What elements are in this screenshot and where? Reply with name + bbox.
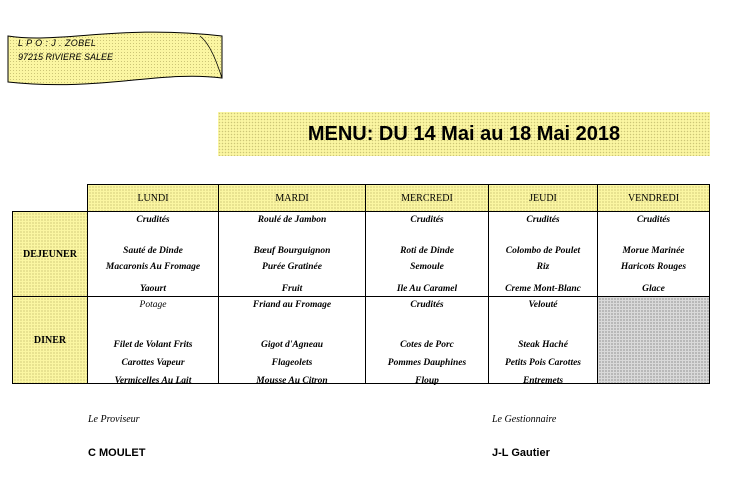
dessert: Ile Au Caramel [396, 284, 458, 294]
main-dish: Cotes de Porc [400, 340, 454, 350]
side-dish: Riz [536, 262, 550, 272]
day-header-wednesday: MERCREDI [366, 185, 489, 212]
menu-cell [598, 212, 710, 297]
menu-cell [366, 297, 489, 384]
day-header-thursday: JEUDI [489, 185, 598, 212]
meal-label-lunch: DEJEUNER [13, 212, 88, 297]
signature-role-manager: Le Gestionnaire [492, 414, 557, 425]
signature-name-manager: J-L Gautier [492, 447, 550, 459]
main-dish: Sauté de Dinde [123, 246, 183, 256]
dessert: Vermicelles Au Lait [114, 376, 192, 386]
day-header-row [13, 185, 710, 212]
side-dish: Flageolets [271, 358, 313, 368]
dessert: Floup [415, 376, 439, 386]
starter: Crudités [636, 215, 671, 225]
starter: Crudités [410, 300, 444, 310]
main-dish: Roti de Dinde [400, 246, 454, 256]
main-dish: Filet de Volant Frits [113, 340, 193, 350]
meal-label-dinner: DINER [13, 297, 88, 384]
menu-cell [219, 212, 366, 297]
table-corner [13, 185, 88, 212]
side-dish: Macaronis Au Fromage [105, 262, 201, 272]
side-dish: Semoule [410, 262, 444, 272]
dessert: Yaourt [139, 284, 167, 294]
title-box [218, 112, 710, 156]
lunch-row [13, 212, 710, 297]
day-header-monday: LUNDI [88, 185, 219, 212]
starter: Crudités [410, 215, 444, 225]
school-name: L P O : J . ZOBEL [18, 38, 97, 48]
menu-table [12, 184, 710, 384]
side-dish: Haricots Rouges [620, 262, 687, 272]
school-city: 97215 RIVIERE SALEE [18, 52, 114, 62]
menu-title: MENU: DU 14 Mai au 18 Mai 2018 [307, 122, 621, 145]
menu-cell [88, 212, 219, 297]
signature-name-principal: C MOULET [88, 447, 146, 459]
side-dish: Pommes Dauphines [387, 358, 467, 368]
menu-cell-empty [598, 297, 710, 384]
side-dish: Petits Pois Carottes [505, 358, 581, 368]
main-dish: Steak Haché [518, 340, 568, 350]
signature-role-principal: Le Proviseur [88, 414, 140, 425]
starter: Friand au Fromage [252, 300, 332, 310]
menu-cell [88, 297, 219, 384]
menu-cell [366, 212, 489, 297]
starter: Velouté [528, 300, 558, 310]
side-dish: Purée Gratinée [262, 262, 322, 272]
main-dish: Gigot d'Agneau [260, 340, 324, 350]
dessert: Fruit [281, 284, 303, 294]
day-header-friday: VENDREDI [598, 185, 710, 212]
day-header-tuesday: MARDI [219, 185, 366, 212]
main-dish: Bœuf Bourguignon [253, 246, 331, 256]
starter: Crudités [526, 215, 560, 225]
dessert: Mousse Au Citron [256, 376, 328, 386]
menu-cell [489, 212, 598, 297]
starter: Crudités [136, 215, 170, 225]
dessert: Creme Mont-Blanc [505, 284, 581, 294]
dinner-row [13, 297, 710, 384]
starter: Potage [139, 300, 167, 310]
school-banner [0, 30, 232, 96]
dessert: Glace [642, 284, 665, 294]
dessert: Entremets [522, 376, 564, 386]
side-dish: Carottes Vapeur [121, 358, 185, 368]
menu-cell [219, 297, 366, 384]
menu-cell [489, 297, 598, 384]
main-dish: Morue Marinée [622, 246, 685, 256]
starter: Roulé de Jambon [257, 215, 327, 225]
main-dish: Colombo de Poulet [505, 246, 581, 256]
